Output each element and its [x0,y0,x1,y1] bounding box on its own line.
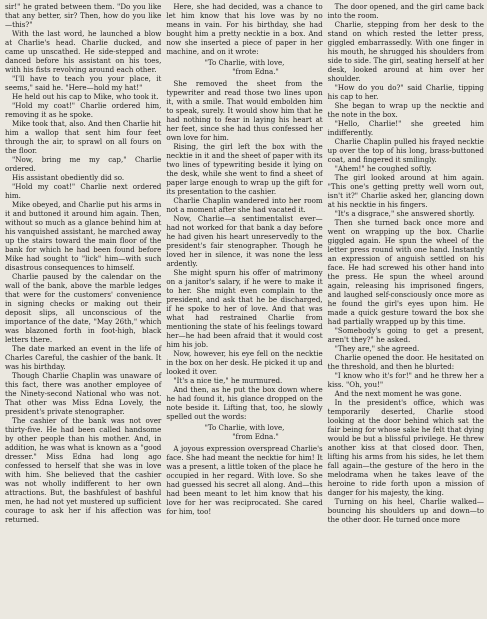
paragraph: Charlie paused by the calendar on the wall of the bank, above the marble ledges that were for the customers' convenience in signing checks or making out their deposit slips, all unconscious of the importance of the date, "May 26th," which was blazoned forth in foot-high, black letters there. [5,272,162,344]
paragraph: "It's a nice tie," he murmured. [173,376,283,385]
paragraph: "They are," she agreed. [334,344,420,353]
paragraph: Charlie Chaplin pulled his frayed necktie up over the top of his long, brass-buttoned coat, and fingered it smilingly. [327,137,484,164]
paragraph: The cashier of the bank was not over thirty-five. He had been called handsome by other people than his mother. And, in addition, he was what is known as a "good dresser." Miss Edna had long ago confessed to herself that she was in love with him. She believed that the cashier was not wholly indifferent to her own attractions. But, the bashfulest of bashful men, he had not yet mustered up sufficient courage to ask her if his affection was returned. [5,416,162,524]
paragraph: Now, Charlie—a sentimentalist ever—had not worked for that bank a day before he had given his heart unreservedly to the president's fair stenographer. Though he loved her in silence, it was none the less ardently. [166,214,323,268]
paragraph: "Hold my coat!" Charlie next ordered him. [5,182,162,200]
paragraph: And then, as he put the box down where he had found it, his glance dropped on the note beside it. Lifting that, too, he slowly spelled out the words: [166,385,323,421]
paragraph: "Hello, Charlie!" she greeted him indifferently. [327,119,484,137]
paragraph: "How do you do?" said Charlie, tipping his cap to her. [327,83,484,101]
note-line: "To Charlie, with love, [204,423,285,432]
paragraph: "It's a disgrace," she answered shortly. [334,209,475,218]
paragraph: "Somebody's going to get a present, aren't they?" he asked. [327,326,484,344]
note-line: "To Charlie, with love, [204,58,285,67]
text-column-3 [328,2,484,619]
paragraph: "Ahem!" he coughed softly. [334,164,432,173]
paragraph: Here, she had decided, was a chance to let him know that his love was by no means in vain. For his birthday, she had bought him a pretty necktie in a box. And now she inserted a piece of paper in her machine, and on it wrote: [166,2,323,56]
paragraph: "Now, bring me my cap," Charlie ordered. [5,155,162,173]
paragraph: Charlie Chaplin wandered into her room not a moment after she had vacated it. [166,196,323,214]
paragraph: Turning on his heel, Charlie walked—bouncing his shoulders up and down—to the other door. He turned once more [327,497,484,524]
paragraph: Now, however, his eye fell on the necktie in the box on her desk. He picked it up and looked it over. [166,349,323,376]
paragraph: With the last word, he launched a blow at Charlie's head. Charlie ducked, and came up unscathed. He side-stepped and danced before his assistant on his toes, with his fists revolving around each other. [5,29,162,74]
paragraph: "I'll have to teach you your place, it seems," said he. "Here—hold my hat!" [5,74,162,92]
paragraph: "Hold my coat!" Charlie ordered him, removing it as he spoke. [5,101,162,119]
paragraph: Mike took that, also. And then Charlie hit him a wallop that sent him four feet through the air, to sprawl on all fours on the floor. [5,119,162,155]
text-column-2 [166,2,322,619]
paragraph: His assistant obediently did so. [12,173,125,182]
text-column-1 [5,2,161,619]
paragraph: She began to wrap up the necktie and the note in the box. [327,101,484,119]
paragraph: The girl looked around at him again. "This one's getting pretty well worn out, isn't it?" Charlie asked her, glancing down at his necktie in his fingers. [327,173,484,209]
paragraph: "I know who it's for!" and he threw her a kiss. "Oh, you!" [327,371,484,389]
note-signature: "from Edna." [232,432,279,441]
paragraph: Though Charlie Chaplin was unaware of this fact, there was another employee of the Ninety-second National who was not. That other was Miss Edna Lovely, the president's private stenographer. [5,371,162,416]
paragraph: A joyous expression overspread Charlie's face. She had meant the necktie for him! It was a present, a little token of the place he occupied in her regard. With love. So she had guessed his secret all along. And—this had been meant to let him know that his love for her was reciprocated. She cared for him, too! [166,444,323,516]
paragraph: sir!" he grated between them. "Do you like that any better, sir? Then, how do you like—this?" [5,2,162,29]
paragraph: In the president's office, which was temporarily deserted, Charlie stood looking at the door behind which sat the fair being for whose sake he felt that dying would be but a blissful privilege. He threw another kiss at that closed door. Then, lifting his arms from his sides, he let them fall again—the gesture of the hero in the melodrama when he takes leave of the heroine to ride forth upon a mission of danger for his majesty, the king. [327,398,484,497]
paragraph: Rising, the girl left the box with the necktie in it and the sheet of paper with its two lines of typewriting beside it lying on the desk, while she went to find a sheet of paper large enough to wrap up the gift for its presentation to the cashier. [166,142,323,196]
typewritten-note [166,423,322,441]
paragraph: The door opened, and the girl came back into the room. [327,2,484,20]
paragraph: Charlie opened the door. He hesitated on the threshold, and then he blurted: [327,353,484,371]
paragraph: Mike obeyed, and Charlie put his arms in it and buttoned it around him again. Then, without so much as a glance behind him at his vanquished assistant, he marched away up the stairs toward the main floor of the bank for which he had been found before Mike had sought to "lick" him—with such disastrous consequences to himself. [5,200,162,272]
paragraph: Then she turned back once more and went on wrapping up the box. Charlie giggled again. He spun the wheel of the letter press round with one hand. Instantly an expression of anguish settled on his face. He had screwed his other hand into the press. He spun the wheel around again, releasing his imprisoned fingers, and laughed self-consciously once more as he found the girl's eyes upon him. He made a quick gesture toward the box she had partially wrapped up by this time. [327,218,484,326]
paragraph: And the next moment he was gone. [334,389,462,398]
paragraph: The date marked an event in the life of Charles Careful, the cashier of the bank. It was his birthday. [5,344,162,371]
paragraph: She removed the sheet from the typewriter and read those two lines upon it, with a smile. That would embolden him to speak, surely. It would show him that he had nothing to fear in laying his heart at her feet, since she had thus confessed her own love for him. [166,79,323,142]
typewritten-note [166,58,322,76]
note-signature: "from Edna." [232,67,279,76]
paragraph: Charlie, stepping from her desk to the stand on which rested the letter press, giggled embarrassedly. With one finger in his mouth, he shrugged his shoulders from side to side. The girl, seating herself at her desk, looked around at him over her shoulder. [327,20,484,83]
paragraph: She might spurn his offer of matrimony on a janitor's salary, if he were to make it to her. She might even complain to the president, and ask that he be discharged, if he spoke to her of love. And that was what had restrained Charlie from mentioning the state of his feelings toward her—he had been afraid that it would cost him his job. [166,268,323,349]
paragraph: He held out his cap to Mike, who took it. [12,92,159,101]
